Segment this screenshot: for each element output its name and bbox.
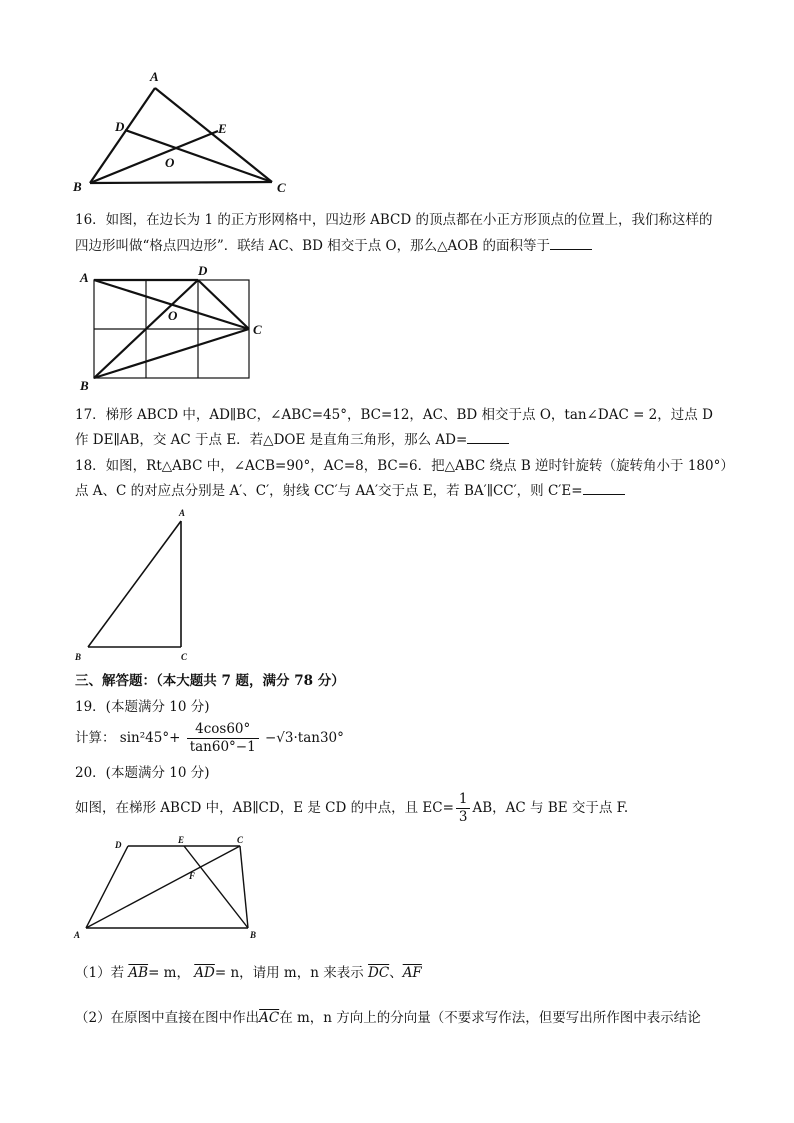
q17-line2 [75, 430, 509, 450]
vector-af: $\overline{AF}$ [402, 965, 422, 981]
q16-line1: 16．如图，在边长为 1 的正方形网格中，四边形 ABCD 的顶点都在小正方形顶点的位置上，我们称这样的 [75, 212, 713, 228]
part1-d: 、 [389, 965, 403, 981]
stem-part-b: AB，AC 与 BE 交于点 F. [472, 800, 629, 816]
label-e: E [178, 835, 185, 845]
expr-term2: −√3·tan30° [264, 730, 344, 746]
label-d: D [115, 840, 122, 850]
q19-header: 19．(本题满分 10 分) [75, 699, 210, 715]
vector-dc: $\overline{DC}$ [368, 965, 390, 981]
q17-line2-text: 作 DE∥AB，交 AC 于点 E．若△DOE 是直角三角形，那么 AD= [75, 432, 468, 448]
label-a: A [150, 69, 159, 84]
q20-part2 [75, 1008, 701, 1028]
part1-a: （1）若 [75, 965, 125, 981]
label-b: B [73, 179, 82, 193]
label-a: A [80, 270, 89, 285]
figure-grid-quadrilateral [72, 262, 282, 397]
fraction-numerator: 4cos60° [187, 721, 259, 739]
q17-line1: 17．梯形 ABCD 中，AD∥BC，∠ABC=45°，BC=12，AC、BD 相交于点 O，tan∠DAC = 2，过点 D [75, 407, 713, 423]
figure-triangle-abc-cevians [70, 68, 300, 193]
label-c: C [253, 322, 262, 337]
stem-fraction [456, 791, 471, 826]
vector-ac: $\overline{AC}$ [259, 1010, 280, 1026]
fraction-denominator: 3 [458, 809, 468, 825]
label-b: B [250, 930, 257, 940]
label-f: F [189, 871, 196, 881]
q18-line1: 18．如图，Rt△ABC 中，∠ACB=90°，AC=8，BC=6．把△ABC 绕点 B 逆时针旋转（旋转角小于 180°） [75, 458, 734, 474]
section-title: 三、解答题：（本大题共 7 题，满分 78 分） [75, 673, 345, 689]
vector-ab: $\overline{AB}$ [128, 965, 149, 981]
q20-part1 [75, 963, 422, 983]
q18-line2 [75, 481, 625, 501]
label-o: O [165, 155, 175, 170]
label-a: A [74, 930, 81, 940]
label-b: B [75, 652, 82, 662]
answer-blank[interactable] [467, 431, 509, 444]
label-b: B [80, 378, 89, 393]
answer-blank[interactable] [550, 237, 592, 250]
fraction-numerator: 1 [456, 791, 471, 809]
expr-term1: sin²45°+ [119, 730, 181, 746]
label-c: C [181, 652, 188, 662]
label-c: C [237, 835, 244, 845]
part1-b: = m， [148, 965, 190, 981]
calc-label: 计算： [75, 730, 116, 746]
q16-line2 [75, 236, 592, 256]
q18-line2-text: 点 A、C 的对应点分别是 A′、C′，射线 CC′与 AA′交于点 E，若 BA′∥CC′，则 C′E= [75, 483, 583, 499]
q19-expression [75, 718, 344, 758]
expr-fraction [187, 721, 259, 756]
q20-stem [75, 788, 628, 828]
q20-header: 20．(本题满分 10 分) [75, 765, 210, 781]
vector-ad: $\overline{AD}$ [194, 965, 215, 981]
figure-right-triangle [70, 505, 205, 665]
label-d: D [115, 119, 125, 134]
label-d: D [198, 263, 208, 278]
part2-a: （2）在原图中直接在图中作出 [75, 1010, 260, 1026]
answer-blank[interactable] [583, 482, 625, 495]
label-o: O [168, 308, 178, 323]
label-c: C [277, 180, 286, 193]
figure-trapezoid [70, 832, 270, 944]
label-e: E [218, 121, 227, 136]
part1-c: = n，请用 m，n 来表示 [214, 965, 364, 981]
label-a: A [179, 508, 186, 518]
part2-b: 在 m，n 方向上的分向量（不要求写作法，但要写出所作图中表示结论 [279, 1010, 701, 1026]
fraction-denominator: tan60°−1 [189, 739, 256, 755]
stem-part-a: 如图，在梯形 ABCD 中，AB∥CD，E 是 CD 的中点，且 EC= [75, 800, 454, 816]
q16-line2-text: 四边形叫做“格点四边形”．联结 AC、BD 相交于点 O，那么△AOB 的面积等于 [75, 238, 550, 254]
